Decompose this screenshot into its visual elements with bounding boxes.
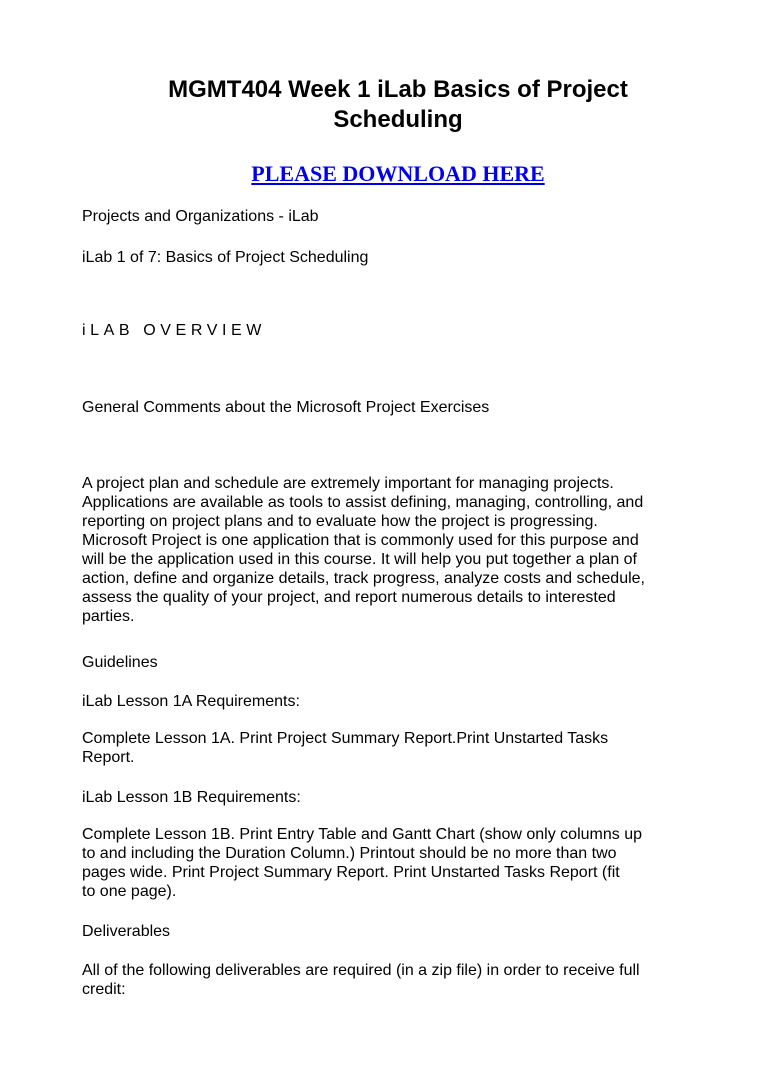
lesson-1a-line: Complete Lesson 1A. Print Project Summary Report.Print Unstarted Tasks <box>82 730 609 747</box>
general-comments-heading: General Comments about the Microsoft Project Exercises <box>82 399 490 416</box>
guidelines-heading: Guidelines <box>82 654 158 671</box>
lesson-1b-text <box>82 825 712 901</box>
intro-paragraph <box>82 474 712 626</box>
intro-line: A project plan and schedule are extremely important for managing projects. <box>82 475 614 492</box>
intro-line: Microsoft Project is one application that is commonly used for this purpose and <box>82 532 639 549</box>
title-line-2: Scheduling <box>333 106 463 133</box>
lesson-1b-line: pages wide. Print Project Summary Report. Print Unstarted Tasks Report (fit <box>82 864 620 881</box>
lesson-1a-line: Report. <box>82 749 135 766</box>
lesson-1b-line: Complete Lesson 1B. Print Entry Table and Gantt Chart (show only columns up <box>82 826 642 843</box>
lab-line: iLab 1 of 7: Basics of Project Scheduling <box>82 249 369 266</box>
intro-line: action, define and organize details, track progress, analyze costs and schedule, <box>82 570 645 587</box>
intro-line: will be the application used in this course. It will help you put together a plan of <box>82 551 637 568</box>
lesson-1b-line: to one page). <box>82 883 177 900</box>
download-link[interactable]: PLEASE DOWNLOAD HERE <box>251 161 545 186</box>
deliverables-text <box>82 961 712 999</box>
lesson-1a-text <box>82 729 712 767</box>
intro-line: reporting on project plans and to evaluate how the project is progressing. <box>82 513 598 530</box>
title-line-1: MGMT404 Week 1 iLab Basics of Project <box>168 76 628 103</box>
course-line: Projects and Organizations - iLab <box>82 208 319 225</box>
intro-line: parties. <box>82 608 135 625</box>
lesson-1b-line: to and including the Duration Column.) Printout should be no more than two <box>82 845 617 862</box>
intro-line: Applications are available as tools to assist defining, managing, controlling, and <box>82 494 644 511</box>
deliverables-line: credit: <box>82 981 126 998</box>
document-title <box>100 75 696 135</box>
lesson-1a-heading: iLab Lesson 1A Requirements: <box>82 693 300 710</box>
deliverables-heading: Deliverables <box>82 923 171 940</box>
lesson-1b-heading: iLab Lesson 1B Requirements: <box>82 789 301 806</box>
intro-line: assess the quality of your project, and report numerous details to interested <box>82 589 616 606</box>
deliverables-line: All of the following deliverables are required (in a zip file) in order to receive full <box>82 962 640 979</box>
overview-heading: iLAB OVERVIEW <box>82 322 266 339</box>
